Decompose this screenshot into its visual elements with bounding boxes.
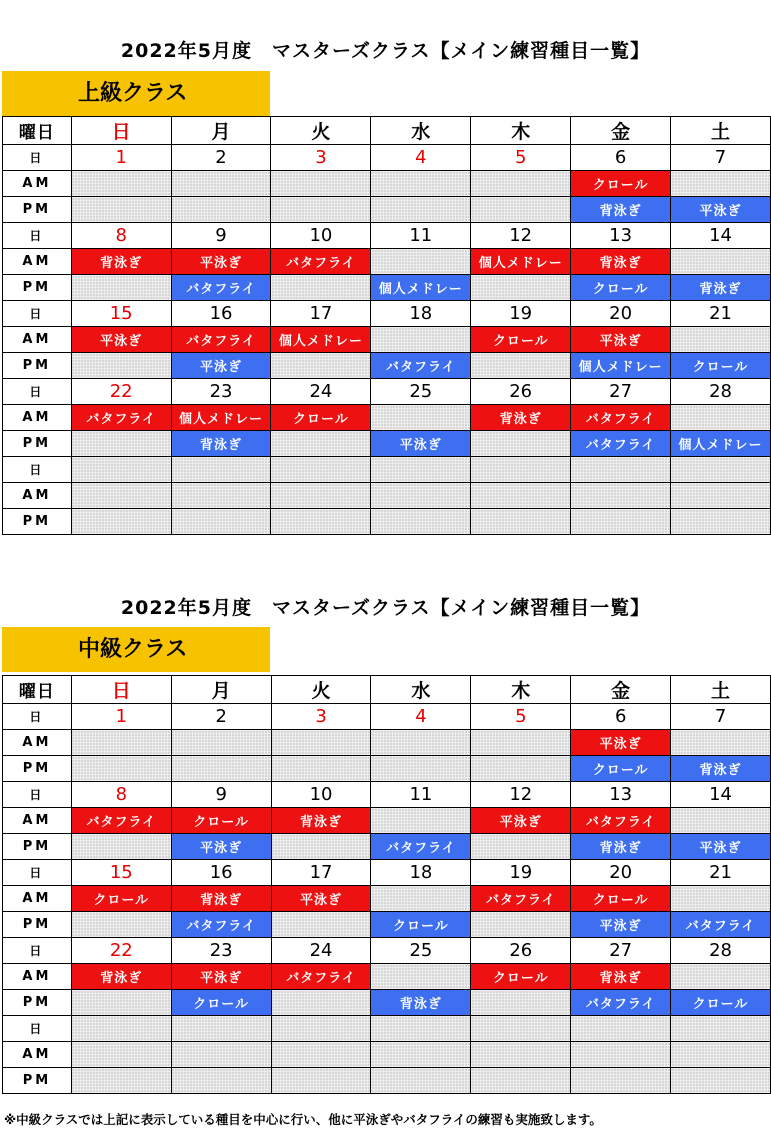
date-cell bbox=[671, 1016, 771, 1042]
date-cell: 20 bbox=[571, 860, 671, 886]
empty-cell bbox=[371, 405, 471, 431]
date-row-label: 日 bbox=[3, 938, 72, 964]
empty-cell bbox=[71, 509, 171, 535]
weekday-header-row bbox=[3, 676, 771, 704]
date-cell: 17 bbox=[271, 860, 371, 886]
date-row bbox=[3, 301, 771, 327]
date-cell: 10 bbox=[271, 782, 371, 808]
empty-cell bbox=[271, 990, 371, 1016]
date-cell: 27 bbox=[571, 379, 671, 405]
date-cell bbox=[571, 1016, 671, 1042]
am-event-cell: 背泳ぎ bbox=[71, 964, 171, 990]
date-cell: 28 bbox=[671, 379, 771, 405]
date-cell: 28 bbox=[671, 938, 771, 964]
date-cell: 25 bbox=[371, 379, 471, 405]
empty-cell bbox=[271, 353, 371, 379]
empty-cell bbox=[371, 756, 471, 782]
empty-cell bbox=[371, 1042, 471, 1068]
date-cell: 11 bbox=[371, 782, 471, 808]
empty-cell bbox=[471, 730, 571, 756]
date-cell: 14 bbox=[671, 223, 771, 249]
am-event-cell: バタフライ bbox=[271, 964, 371, 990]
pm-event-cell: 個人メドレー bbox=[371, 275, 471, 301]
empty-cell bbox=[71, 1042, 171, 1068]
am-row-label: AM bbox=[3, 405, 72, 431]
empty-cell bbox=[471, 431, 571, 457]
am-event-cell: 平泳ぎ bbox=[171, 964, 271, 990]
date-cell bbox=[271, 457, 371, 483]
date-cell: 10 bbox=[271, 223, 371, 249]
pm-row-label: PM bbox=[3, 912, 72, 938]
empty-cell bbox=[71, 171, 171, 197]
empty-cell bbox=[271, 197, 371, 223]
class-label-intermediate: 中級クラス bbox=[2, 627, 270, 672]
date-cell bbox=[671, 457, 771, 483]
date-cell: 24 bbox=[271, 938, 371, 964]
pm-event-cell: バタフライ bbox=[671, 912, 771, 938]
empty-cell bbox=[171, 197, 271, 223]
date-row-label: 日 bbox=[3, 223, 72, 249]
date-row-label: 日 bbox=[3, 379, 72, 405]
date-cell: 12 bbox=[471, 782, 571, 808]
date-cell bbox=[171, 1016, 271, 1042]
class-label-advanced: 上級クラス bbox=[2, 71, 270, 116]
am-event-cell: クロール bbox=[271, 405, 371, 431]
schedule-table-intermediate bbox=[2, 675, 771, 1094]
pm-event-cell: 平泳ぎ bbox=[571, 912, 671, 938]
date-cell bbox=[371, 457, 471, 483]
date-cell bbox=[71, 457, 171, 483]
empty-cell bbox=[471, 197, 571, 223]
empty-cell bbox=[271, 730, 371, 756]
date-row bbox=[3, 223, 771, 249]
pm-row-label: PM bbox=[3, 1068, 72, 1094]
am-event-cell: バタフライ bbox=[571, 808, 671, 834]
date-cell: 16 bbox=[171, 860, 271, 886]
empty-cell bbox=[471, 834, 571, 860]
pm-row bbox=[3, 431, 771, 457]
pm-event-cell: 背泳ぎ bbox=[171, 431, 271, 457]
pm-row bbox=[3, 197, 771, 223]
am-row bbox=[3, 730, 771, 756]
date-cell: 20 bbox=[571, 301, 671, 327]
empty-cell bbox=[571, 509, 671, 535]
am-row-label: AM bbox=[3, 964, 72, 990]
empty-cell bbox=[671, 405, 771, 431]
pm-event-cell: 平泳ぎ bbox=[671, 834, 771, 860]
pm-event-cell: バタフライ bbox=[571, 431, 671, 457]
weekday-header-cell: 日 bbox=[71, 676, 171, 704]
am-event-cell: 背泳ぎ bbox=[71, 249, 171, 275]
pm-row bbox=[3, 990, 771, 1016]
am-event-cell: バタフライ bbox=[71, 808, 171, 834]
pm-row-label: PM bbox=[3, 353, 72, 379]
empty-cell bbox=[671, 808, 771, 834]
pm-event-cell: 個人メドレー bbox=[571, 353, 671, 379]
date-cell bbox=[271, 1016, 371, 1042]
empty-cell bbox=[471, 990, 571, 1016]
pm-event-cell: 平泳ぎ bbox=[671, 197, 771, 223]
am-event-cell: クロール bbox=[71, 886, 171, 912]
empty-cell bbox=[271, 1042, 371, 1068]
date-row-label: 日 bbox=[3, 145, 72, 171]
am-row bbox=[3, 171, 771, 197]
am-event-cell: クロール bbox=[571, 886, 671, 912]
empty-cell bbox=[271, 509, 371, 535]
empty-cell bbox=[471, 509, 571, 535]
empty-cell bbox=[471, 353, 571, 379]
empty-cell bbox=[371, 483, 471, 509]
am-event-cell: 背泳ぎ bbox=[571, 249, 671, 275]
am-event-cell: 平泳ぎ bbox=[271, 886, 371, 912]
date-cell: 4 bbox=[371, 145, 471, 171]
date-row-label: 日 bbox=[3, 457, 72, 483]
am-event-cell: 平泳ぎ bbox=[571, 327, 671, 353]
empty-cell bbox=[71, 483, 171, 509]
date-cell: 2 bbox=[171, 704, 271, 730]
empty-cell bbox=[71, 275, 171, 301]
am-event-cell: 個人メドレー bbox=[171, 405, 271, 431]
empty-cell bbox=[471, 756, 571, 782]
am-row-label: AM bbox=[3, 327, 72, 353]
am-row-label: AM bbox=[3, 483, 72, 509]
weekday-header-cell: 水 bbox=[371, 676, 471, 704]
date-row bbox=[3, 860, 771, 886]
date-cell: 19 bbox=[471, 301, 571, 327]
am-event-cell: 平泳ぎ bbox=[471, 808, 571, 834]
pm-event-cell: 背泳ぎ bbox=[371, 990, 471, 1016]
date-cell: 5 bbox=[471, 704, 571, 730]
pm-event-cell: 背泳ぎ bbox=[571, 834, 671, 860]
empty-cell bbox=[471, 1042, 571, 1068]
pm-event-cell: 平泳ぎ bbox=[371, 431, 471, 457]
weekday-header-cell: 火 bbox=[271, 676, 371, 704]
pm-event-cell: 背泳ぎ bbox=[671, 275, 771, 301]
pm-row-label: PM bbox=[3, 509, 72, 535]
empty-cell bbox=[271, 1068, 371, 1094]
date-cell: 18 bbox=[371, 860, 471, 886]
date-cell: 4 bbox=[371, 704, 471, 730]
am-row bbox=[3, 483, 771, 509]
am-row bbox=[3, 808, 771, 834]
section-title-advanced: 2022年5月度 マスターズクラス【メイン練習種目一覧】 bbox=[120, 40, 651, 62]
pm-row bbox=[3, 275, 771, 301]
pm-event-cell: クロール bbox=[571, 756, 671, 782]
date-cell bbox=[571, 457, 671, 483]
date-cell: 5 bbox=[471, 145, 571, 171]
am-event-cell: 個人メドレー bbox=[471, 249, 571, 275]
date-cell: 13 bbox=[571, 223, 671, 249]
date-cell: 11 bbox=[371, 223, 471, 249]
am-event-cell: クロール bbox=[471, 964, 571, 990]
pm-event-cell: クロール bbox=[371, 912, 471, 938]
date-cell: 15 bbox=[71, 860, 171, 886]
date-cell bbox=[371, 1016, 471, 1042]
pm-row bbox=[3, 834, 771, 860]
empty-cell bbox=[671, 483, 771, 509]
date-cell: 2 bbox=[171, 145, 271, 171]
am-row bbox=[3, 964, 771, 990]
pm-event-cell: クロール bbox=[171, 990, 271, 1016]
empty-cell bbox=[671, 1042, 771, 1068]
pm-row-label: PM bbox=[3, 197, 72, 223]
am-event-cell: 背泳ぎ bbox=[171, 886, 271, 912]
am-event-cell: 平泳ぎ bbox=[71, 327, 171, 353]
date-cell: 3 bbox=[271, 704, 371, 730]
date-cell bbox=[471, 457, 571, 483]
date-row-label: 日 bbox=[3, 704, 72, 730]
empty-cell bbox=[71, 756, 171, 782]
empty-cell bbox=[371, 197, 471, 223]
empty-cell bbox=[571, 1068, 671, 1094]
weekday-header-label: 曜日 bbox=[3, 117, 72, 145]
weekday-header-cell: 金 bbox=[571, 676, 671, 704]
footnote: ※中級クラスでは上記に表示している種目を中心に行い、他に平泳ぎやバタフライの練習も実施致します。 bbox=[4, 1112, 602, 1127]
date-row bbox=[3, 938, 771, 964]
empty-cell bbox=[471, 912, 571, 938]
date-cell: 25 bbox=[371, 938, 471, 964]
weekday-header-cell: 金 bbox=[571, 117, 671, 145]
weekday-header-cell: 木 bbox=[471, 117, 571, 145]
date-cell: 22 bbox=[71, 379, 171, 405]
empty-cell bbox=[671, 1068, 771, 1094]
am-row-label: AM bbox=[3, 886, 72, 912]
weekday-header-cell: 日 bbox=[71, 117, 171, 145]
date-cell: 7 bbox=[671, 704, 771, 730]
date-cell: 1 bbox=[71, 145, 171, 171]
pm-row-label: PM bbox=[3, 990, 72, 1016]
pm-event-cell: 個人メドレー bbox=[671, 431, 771, 457]
empty-cell bbox=[371, 730, 471, 756]
date-cell: 12 bbox=[471, 223, 571, 249]
pm-row-label: PM bbox=[3, 275, 72, 301]
pm-row bbox=[3, 1068, 771, 1094]
date-cell: 8 bbox=[71, 782, 171, 808]
empty-cell bbox=[471, 1068, 571, 1094]
am-row bbox=[3, 327, 771, 353]
date-cell: 26 bbox=[471, 938, 571, 964]
weekday-header-row bbox=[3, 117, 771, 145]
pm-event-cell: バタフライ bbox=[171, 912, 271, 938]
date-cell: 6 bbox=[571, 704, 671, 730]
date-cell: 7 bbox=[671, 145, 771, 171]
empty-cell bbox=[171, 1042, 271, 1068]
date-row-label: 日 bbox=[3, 860, 72, 886]
am-row-label: AM bbox=[3, 808, 72, 834]
date-cell: 9 bbox=[171, 782, 271, 808]
date-row-label: 日 bbox=[3, 782, 72, 808]
date-cell: 14 bbox=[671, 782, 771, 808]
am-event-cell: 平泳ぎ bbox=[571, 730, 671, 756]
empty-cell bbox=[271, 171, 371, 197]
am-event-cell: 背泳ぎ bbox=[571, 964, 671, 990]
pm-event-cell: 平泳ぎ bbox=[171, 353, 271, 379]
empty-cell bbox=[371, 886, 471, 912]
schedule-table-advanced bbox=[2, 116, 771, 535]
date-cell: 13 bbox=[571, 782, 671, 808]
date-cell: 16 bbox=[171, 301, 271, 327]
date-row bbox=[3, 457, 771, 483]
am-event-cell: 背泳ぎ bbox=[471, 405, 571, 431]
am-row bbox=[3, 249, 771, 275]
pm-event-cell: バタフライ bbox=[371, 834, 471, 860]
empty-cell bbox=[271, 912, 371, 938]
weekday-header-label: 曜日 bbox=[3, 676, 72, 704]
empty-cell bbox=[71, 834, 171, 860]
empty-cell bbox=[371, 964, 471, 990]
date-cell bbox=[171, 457, 271, 483]
am-event-cell: バタフライ bbox=[471, 886, 571, 912]
empty-cell bbox=[671, 327, 771, 353]
date-cell: 26 bbox=[471, 379, 571, 405]
weekday-header-cell: 水 bbox=[371, 117, 471, 145]
empty-cell bbox=[71, 353, 171, 379]
empty-cell bbox=[271, 756, 371, 782]
empty-cell bbox=[671, 964, 771, 990]
empty-cell bbox=[371, 327, 471, 353]
date-row bbox=[3, 145, 771, 171]
pm-event-cell: 平泳ぎ bbox=[171, 834, 271, 860]
empty-cell bbox=[671, 171, 771, 197]
empty-cell bbox=[71, 730, 171, 756]
date-row bbox=[3, 1016, 771, 1042]
am-row bbox=[3, 886, 771, 912]
am-event-cell: バタフライ bbox=[571, 405, 671, 431]
empty-cell bbox=[171, 756, 271, 782]
date-cell: 15 bbox=[71, 301, 171, 327]
pm-event-cell: バタフライ bbox=[571, 990, 671, 1016]
am-event-cell: バタフライ bbox=[171, 327, 271, 353]
date-cell: 3 bbox=[271, 145, 371, 171]
date-cell: 23 bbox=[171, 379, 271, 405]
pm-event-cell: バタフライ bbox=[171, 275, 271, 301]
date-cell: 1 bbox=[71, 704, 171, 730]
weekday-header-cell: 月 bbox=[171, 676, 271, 704]
pm-event-cell: クロール bbox=[671, 353, 771, 379]
am-event-cell: バタフライ bbox=[271, 249, 371, 275]
am-row-label: AM bbox=[3, 171, 72, 197]
date-row bbox=[3, 379, 771, 405]
date-cell: 21 bbox=[671, 860, 771, 886]
am-event-cell: 平泳ぎ bbox=[171, 249, 271, 275]
am-event-cell: 個人メドレー bbox=[271, 327, 371, 353]
am-event-cell: クロール bbox=[171, 808, 271, 834]
empty-cell bbox=[471, 483, 571, 509]
pm-row bbox=[3, 353, 771, 379]
date-cell: 22 bbox=[71, 938, 171, 964]
empty-cell bbox=[271, 431, 371, 457]
date-cell: 19 bbox=[471, 860, 571, 886]
date-cell: 21 bbox=[671, 301, 771, 327]
pm-row-label: PM bbox=[3, 756, 72, 782]
empty-cell bbox=[371, 509, 471, 535]
empty-cell bbox=[71, 912, 171, 938]
empty-cell bbox=[671, 249, 771, 275]
section-title-intermediate: 2022年5月度 マスターズクラス【メイン練習種目一覧】 bbox=[120, 597, 651, 619]
empty-cell bbox=[171, 483, 271, 509]
am-row-label: AM bbox=[3, 249, 72, 275]
empty-cell bbox=[471, 275, 571, 301]
date-cell: 9 bbox=[171, 223, 271, 249]
am-event-cell: 背泳ぎ bbox=[271, 808, 371, 834]
empty-cell bbox=[371, 171, 471, 197]
pm-row-label: PM bbox=[3, 834, 72, 860]
pm-event-cell: 背泳ぎ bbox=[671, 756, 771, 782]
am-row bbox=[3, 1042, 771, 1068]
date-cell: 27 bbox=[571, 938, 671, 964]
date-row-label: 日 bbox=[3, 301, 72, 327]
empty-cell bbox=[571, 1042, 671, 1068]
empty-cell bbox=[371, 249, 471, 275]
pm-event-cell: バタフライ bbox=[371, 353, 471, 379]
empty-cell bbox=[171, 171, 271, 197]
empty-cell bbox=[171, 1068, 271, 1094]
pm-row bbox=[3, 756, 771, 782]
pm-row bbox=[3, 509, 771, 535]
empty-cell bbox=[671, 509, 771, 535]
date-row-label: 日 bbox=[3, 1016, 72, 1042]
empty-cell bbox=[71, 431, 171, 457]
pm-event-cell: クロール bbox=[671, 990, 771, 1016]
pm-row-label: PM bbox=[3, 431, 72, 457]
date-row bbox=[3, 704, 771, 730]
am-row bbox=[3, 405, 771, 431]
am-row-label: AM bbox=[3, 730, 72, 756]
empty-cell bbox=[171, 730, 271, 756]
pm-row bbox=[3, 912, 771, 938]
empty-cell bbox=[471, 171, 571, 197]
date-cell bbox=[71, 1016, 171, 1042]
empty-cell bbox=[671, 730, 771, 756]
am-event-cell: バタフライ bbox=[71, 405, 171, 431]
weekday-header-cell: 木 bbox=[471, 676, 571, 704]
empty-cell bbox=[71, 990, 171, 1016]
pm-event-cell: 背泳ぎ bbox=[571, 197, 671, 223]
empty-cell bbox=[271, 483, 371, 509]
empty-cell bbox=[371, 1068, 471, 1094]
date-cell: 18 bbox=[371, 301, 471, 327]
am-event-cell: クロール bbox=[471, 327, 571, 353]
empty-cell bbox=[271, 275, 371, 301]
weekday-header-cell: 月 bbox=[171, 117, 271, 145]
date-cell: 24 bbox=[271, 379, 371, 405]
empty-cell bbox=[171, 509, 271, 535]
weekday-header-cell: 火 bbox=[271, 117, 371, 145]
empty-cell bbox=[671, 886, 771, 912]
empty-cell bbox=[371, 808, 471, 834]
date-cell: 23 bbox=[171, 938, 271, 964]
empty-cell bbox=[571, 483, 671, 509]
date-cell: 17 bbox=[271, 301, 371, 327]
date-row bbox=[3, 782, 771, 808]
am-row-label: AM bbox=[3, 1042, 72, 1068]
am-event-cell: クロール bbox=[571, 171, 671, 197]
empty-cell bbox=[71, 197, 171, 223]
weekday-header-cell: 土 bbox=[671, 117, 771, 145]
weekday-header-cell: 土 bbox=[671, 676, 771, 704]
pm-event-cell: クロール bbox=[571, 275, 671, 301]
empty-cell bbox=[271, 834, 371, 860]
empty-cell bbox=[71, 1068, 171, 1094]
date-cell: 8 bbox=[71, 223, 171, 249]
date-cell: 6 bbox=[571, 145, 671, 171]
date-cell bbox=[471, 1016, 571, 1042]
